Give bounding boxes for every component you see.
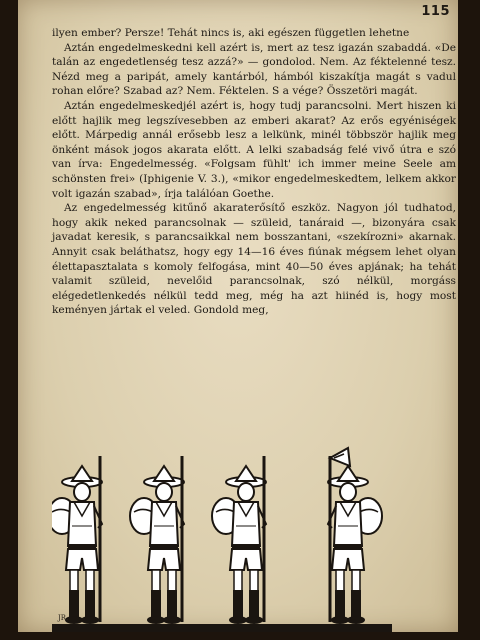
paragraph-3: Aztán engedelmeskedjél azért is, hogy tudj parancsolni. Mert hiszen ki előtt hajlik meg legszívesebben az emberi akarat? Az erős egyéniségek előtt. Márpedig annál erősebb lesz a lelkünk, minél többször hajlik meg önként mások jogos akarata előtt. A lelki szabadság felé vivő útra e szó van írva: Engedelmesség. «Folgsam fühlt' ich immer meine Seele am schönsten frei» (Iphigenie V. 3.), «mikor engedelmeskedtem, lelkem akkor volt igazán szabad», írja találóan Goethe. [52,99,456,200]
paragraph-1: ilyen ember? Persze! Tehát nincs is, aki egészen független lehetne [52,27,410,39]
body-text [52,26,456,318]
scouts-drawing [52,440,392,632]
paragraph-4: Az engedelmesség kitűnő akaraterősítő eszköz. Nagyon jól tudhatod, hogy akik neked parancsolnak — szüleid, tanáraid —, bizonyára csak javadat keresik, s parancsaikkal nem bosszantani, «szekírozni» akarnak. Annyit csak beláthatsz, hogy egy 14—16 éves fiúnak mégsem lehet olyan élettapasztalata s komoly felfogása, mint 40—50 éves apjának; ha tehát valamit szüleid, nevelőid parancsolnak, szó nélkül, morgáss elégedetlenkedés nélkül tedd meg, még ha azt hiinéd is, hogy most keményen jártak el veled. Gondold meg, [52,202,456,317]
paragraph-2: Aztán engedelmeskedni kell azért is, mert az tesz igazán szabaddá. «De talán az engedetlenség tesz azzá?» — gondolod. Nem. Az féktelenné tesz. Nézd meg a paripát, amely kantárból, hámból kiszakítja magát s vadul rohan előre? Szabad az? Nem. Féktelen. S a vége? Összetöri magát. [52,41,456,98]
page-number: 115 [421,4,450,19]
book-page [18,0,458,632]
illustrator-credit: JR. [58,614,69,622]
scouts-illustration [52,440,392,632]
